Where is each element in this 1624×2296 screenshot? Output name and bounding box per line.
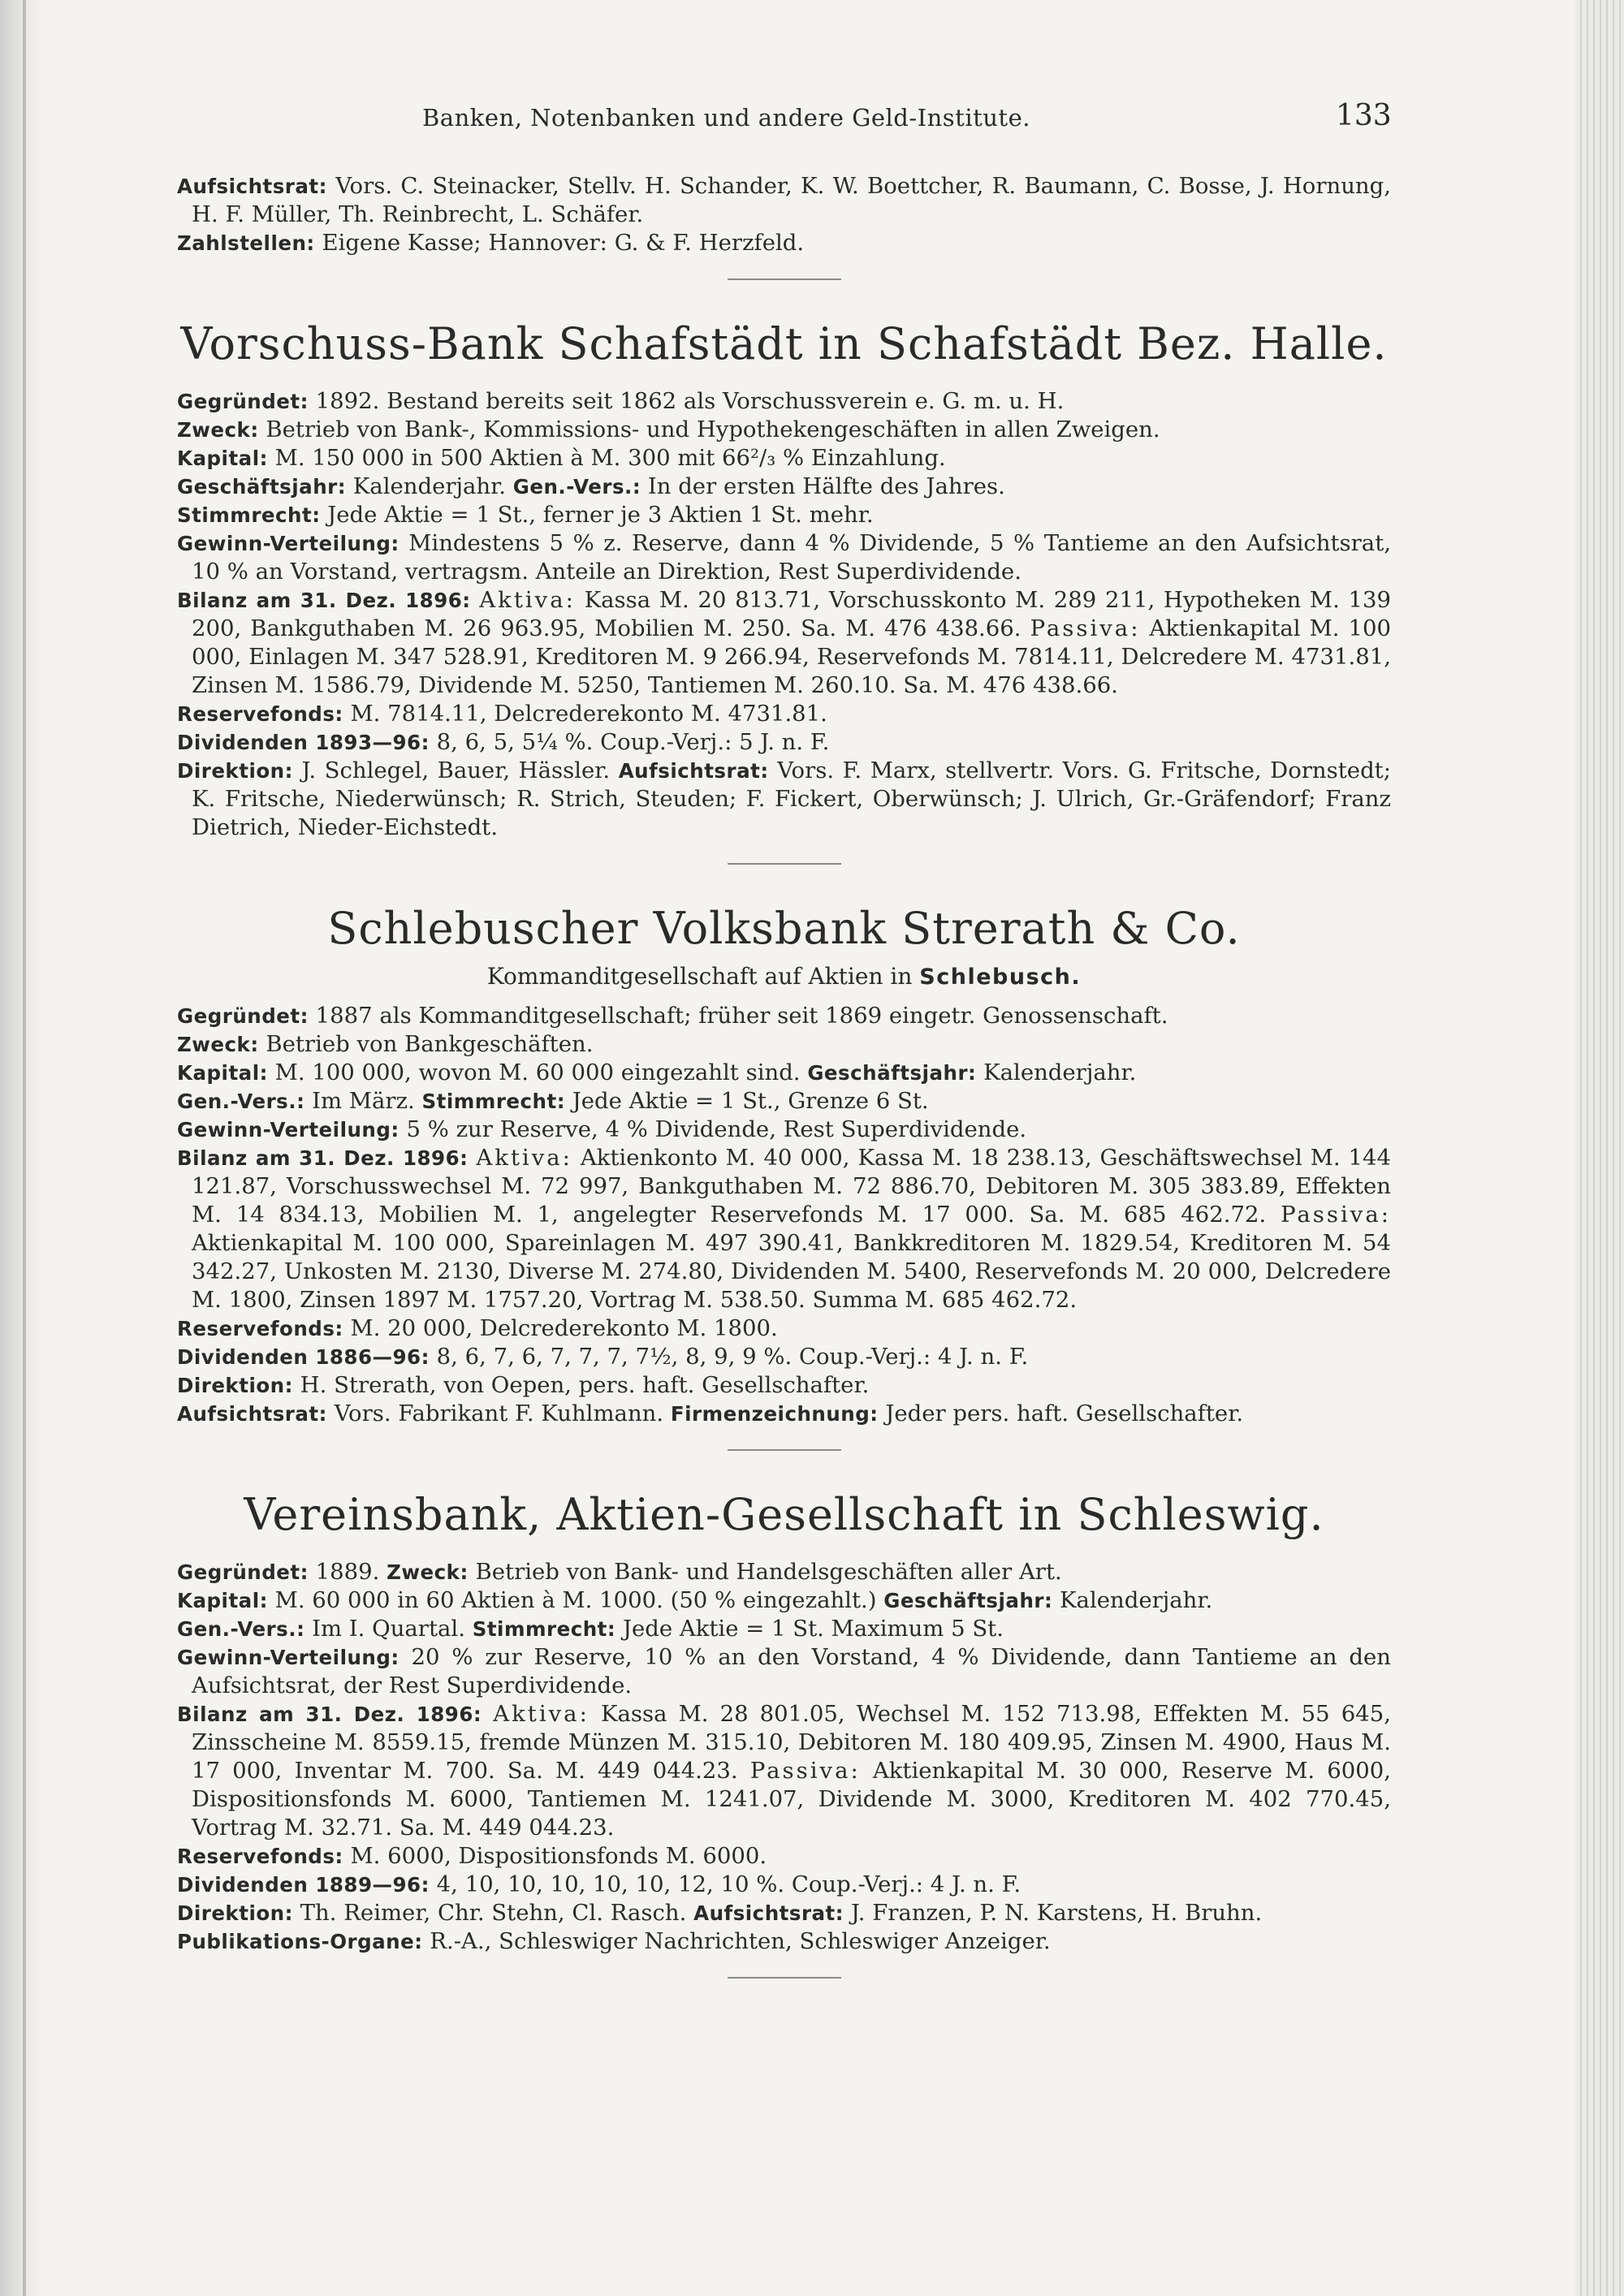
entry-gegruendet: Gegründet: 1892. Bestand bereits seit 1862 als Vorschussverein e. G. m. u. H. <box>177 388 1065 414</box>
entry-reservefonds: Reservefonds: M. 20 000, Delcrederekonto M. 1800. <box>177 1315 778 1341</box>
entry-zweck: Zweck: Betrieb von Bankgeschäften. <box>177 1031 594 1057</box>
entry-aufsichtsrat: Aufsichtsrat: Vors. Fabrikant F. Kuhlmann. Firmenzeichnung: Jeder pers. haft. Gesellschafter. <box>177 1400 1244 1426</box>
bank-title: Schlebuscher Volksbank Strerath & Co. <box>327 903 1241 954</box>
bank-entry-schleswig <box>177 1487 1391 1956</box>
left-page-gutter <box>0 0 42 2296</box>
entry-zweck: Zweck: Betrieb von Bank-, Kommissions- und Hypothekengeschäften in allen Zweigen. <box>177 416 1160 442</box>
bank-title: Vorschuss-Bank Schafstädt in Schafstädt Bez. Halle. <box>180 318 1388 369</box>
bank-title: Vereinsbank, Aktien-Gesellschaft in Schleswig. <box>244 1489 1324 1540</box>
page-number: 133 <box>1336 99 1392 132</box>
section-divider <box>728 863 841 865</box>
entry-kapital: Kapital: M. 100 000, wovon M. 60 000 eingezahlt sind. Geschäftsjahr: Kalenderjahr. <box>177 1060 1137 1085</box>
entry-gen-vers: Gen.-Vers.: Im März. Stimmrecht: Jede Aktie = 1 St., Grenze 6 St. <box>177 1088 929 1114</box>
section-divider <box>728 278 841 280</box>
entry-bilanz: Bilanz am 31. Dez. 1896: Aktiva: Kassa M. 20 813.71, Vorschusskonto M. 289 211, Hypotheken M. 139 200, Bankguthaben M. 26 963.95, Mobilien M. 250. Sa. M. 476 438.66. Passiva: Aktienkapital M. 100 000, Einlagen M. 347 528.91, Kreditoren M. 9 266.94, Reservefonds M. 7814.11, Delcredere M. 4731.81, Zinsen M. 1586.79, Dividende M. 5250, Tantiemen M. 260.10. Sa. M. 476 438.66. <box>177 587 1392 698</box>
bank-subtitle: Kommanditgesellschaft auf Aktien in Schlebusch. <box>486 963 1082 990</box>
entry-stimmrecht: Stimmrecht: Jede Aktie = 1 St., ferner je 3 Aktien 1 St. mehr. <box>177 502 874 528</box>
entry-bilanz: Bilanz am 31. Dez. 1896: Aktiva: Aktienkonto M. 40 000, Kassa M. 18 238.13, Geschäftswechsel M. 144 121.87, Vorschusswechsel M. 72 997, Bankguthaben M. 72 886.70, Debitoren M. 305 383.89, Effekten M. 14 834.13, Mobilien M. 1, angelegter Reservefonds M. 17 000. Sa. M. 685 462.72. Passiva: Aktienkapital M. 100 000, Spareinlagen M. 497 390.41, Bankkreditoren M. 1829.54, Kreditoren M. 54 342.27, Unkosten M. 2130, Diverse M. 274.80, Dividenden M. 5400, Reservefonds M. 20 000, Delcredere M. 1800, Zinsen 1897 M. 1757.20, Vortrag M. 538.50. Summa M. 685 462.72. <box>177 1145 1391 1313</box>
entry-reservefonds: Reservefonds: M. 6000, Dispositionsfonds M. 6000. <box>177 1843 767 1869</box>
entry-zahlstellen: Zahlstellen: Eigene Kasse; Hannover: G. & F. Herzfeld. <box>177 230 805 256</box>
running-head <box>0 99 1624 145</box>
entry-reservefonds: Reservefonds: M. 7814.11, Delcrederekonto M. 4731.81. <box>177 701 827 727</box>
running-title: Banken, Notenbanken und andere Geld-Institute. <box>422 104 1030 132</box>
entry-dividenden: Dividenden 1889—96: 4, 10, 10, 10, 10, 10, 12, 10 %. Coup.-Verj.: 4 J. n. F. <box>177 1871 1021 1897</box>
gutter-rule <box>23 0 26 2296</box>
entry-direktion: Direktion: J. Schlegel, Bauer, Hässler. Aufsichtsrat: Vors. F. Marx, stellvertr. Vors. G. Fritsche, Dornstedt; K. Fritsche, Niederwünsch; R. Strich, Steuden; F. Fickert, Oberwünsch; J. Ulrich, Gr.-Gräfendorf; Franz Dietrich, Nieder-Eichstedt. <box>177 757 1391 840</box>
entry-bilanz: Bilanz am 31. Dez. 1896: Aktiva: Kassa M. 28 801.05, Wechsel M. 152 713.98, Effekten M. 55 645, Zinsscheine M. 8559.15, fremde Münzen M. 315.10, Debitoren M. 180 409.95, Zinsen M. 4900, Haus M. 17 000, Inventar M. 700. Sa. M. 449 044.23. Passiva: Aktienkapital M. 30 000, Reserve M. 6000, Dispositionsfonds M. 6000, Tantiemen M. 1241.07, Dividende M. 3000, Kreditoren M. 402 770.45, Vortrag M. 32.71. Sa. M. 449 044.23. <box>177 1701 1392 1841</box>
entry-geschaeftsjahr: Geschäftsjahr: Kalenderjahr. Gen.-Vers.: In der ersten Hälfte des Jahres. <box>177 473 1005 499</box>
entry-dividenden: Dividenden 1886—96: 8, 6, 7, 6, 7, 7, 7, 7½, 8, 9, 9 %. Coup.-Verj.: 4 J. n. F. <box>177 1344 1029 1370</box>
entry-direktion: Direktion: Th. Reimer, Chr. Stehn, Cl. Rasch. Aufsichtsrat: J. Franzen, P. N. Karstens, H. Bruhn. <box>177 1900 1263 1926</box>
section-divider <box>728 1449 841 1451</box>
entry-gegruendet: Gegründet: 1887 als Kommanditgesellschaft; früher seit 1869 eingetr. Genossenschaft. <box>177 1003 1168 1029</box>
entry-aufsichtsrat-carryover: Aufsichtsrat: Vors. C. Steinacker, Stellv. H. Schander, K. W. Boettcher, R. Baumann, C. Bosse, J. Hornung, H. F. Müller, Th. Reinbrecht, L. Schäfer. <box>177 173 1391 227</box>
entry-gegruendet: Gegründet: 1889. Zweck: Betrieb von Bank- und Handelsgeschäften aller Art. <box>177 1559 1062 1585</box>
section-divider <box>728 1977 841 1979</box>
entry-publikations-organe: Publikations-Organe: R.-A., Schleswiger Nachrichten, Schleswiger Anzeiger. <box>177 1928 1051 1954</box>
page-content <box>177 172 1391 2014</box>
entry-kapital: Kapital: M. 60 000 in 60 Aktien à M. 1000. (50 % eingezahlt.) Geschäftsjahr: Kalenderjahr. <box>177 1587 1213 1613</box>
entry-gewinn-verteilung: Gewinn-Verteilung: 5 % zur Reserve, 4 % Dividende, Rest Superdividende. <box>177 1116 1027 1142</box>
entry-kapital: Kapital: M. 150 000 in 500 Aktien à M. 300 mit 66²/₃ % Einzahlung. <box>177 445 946 471</box>
entry-direktion: Direktion: H. Strerath, von Oepen, pers. haft. Gesellschafter. <box>177 1372 870 1398</box>
entry-gewinn-verteilung: Gewinn-Verteilung: Mindestens 5 % z. Reserve, dann 4 % Dividende, 5 % Tantieme an den Aufsichtsrat, 10 % an Vorstand, vertragsm. Anteile an Direktion, Rest Superdividende. <box>177 530 1391 585</box>
entry-gewinn-verteilung: Gewinn-Verteilung: 20 % zur Reserve, 10 % an den Vorstand, 4 % Dividende, dann Tantieme an den Aufsichtsrat, der Rest Superdividende. <box>177 1644 1391 1698</box>
bank-entry-schlebusch <box>177 900 1391 1428</box>
entry-gen-vers: Gen.-Vers.: Im I. Quartal. Stimmrecht: Jede Aktie = 1 St. Maximum 5 St. <box>177 1616 1004 1642</box>
book-edge <box>1575 0 1624 2296</box>
bank-entry-schafstaedt <box>177 316 1391 842</box>
entry-dividenden: Dividenden 1893—96: 8, 6, 5, 5¼ %. Coup.-Verj.: 5 J. n. F. <box>177 729 830 755</box>
